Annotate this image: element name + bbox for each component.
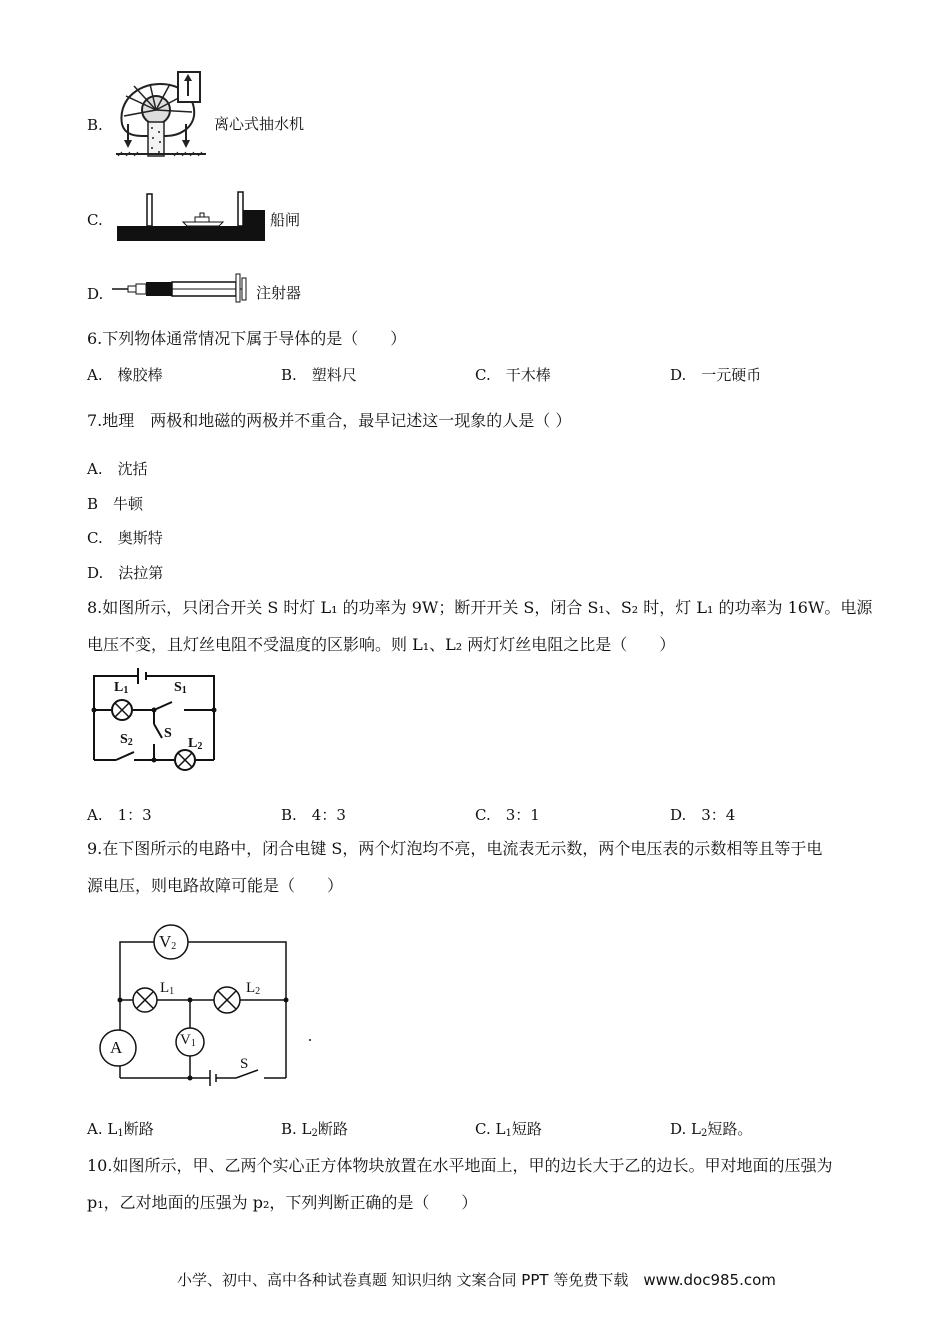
q9-label-v2: V (159, 932, 172, 951)
q8-stem-line1: 8.如图所示，只闭合开关 S 时灯 L₁ 的功率为 9W；断开开关 S，闭合 S₁、S₂ 时，灯 L₁ 的功率为 16W。电源 (87, 598, 873, 617)
centrifugal-pump-figure (116, 72, 206, 158)
q9-option-a-sub: 1 (117, 1128, 124, 1139)
q8-option-b: B. 4：3 (281, 806, 346, 824)
q6-stem: 6.下列物体通常情况下属于导体的是（ ） (87, 329, 407, 348)
q7-option-b: B 牛顿 (87, 495, 144, 513)
q9-label-s: S (240, 1056, 249, 1072)
q9-label-l2-sub: 2 (255, 986, 261, 997)
q7-option-d: D. 法拉第 (87, 564, 164, 582)
q8-label-s1-sub: 1 (181, 685, 187, 696)
q10-stem-line1: 10.如图所示，甲、乙两个实心正方体物块放置在水平地面上，甲的边长大于乙的边长。甲对地面的压强为 (87, 1156, 833, 1175)
q8-label-s: S (164, 726, 172, 741)
q9-label-v1-sub: 1 (190, 1038, 196, 1049)
q9-option-b-prefix: B. L (281, 1120, 312, 1138)
q9-option-d-prefix: D. L (670, 1120, 701, 1138)
q8-circuit-diagram (86, 662, 221, 772)
q9-option-b-sub: 2 (311, 1128, 318, 1139)
option-c-text: 船闸 (270, 211, 301, 229)
q8-label-s2: S (120, 732, 128, 747)
page-footer: 小学、初中、高中各种试卷真题 知识归纳 文案合同 PPT 等免费下载 www.doc985.com (177, 1271, 776, 1289)
q9-stem-line1: 9.在下图所示的电路中，闭合电键 S，两个灯泡均不亮，电流表无示数，两个电压表的示数相等且等于电 (87, 839, 823, 858)
q9-option-c-sub: 1 (505, 1128, 512, 1139)
q8-stem-line2: 电压不变，且灯丝电阻不受温度的区影响。则 L₁、L₂ 两灯灯丝电阻之比是（ ） (87, 635, 676, 654)
q9-option-a-suffix: 断路 (123, 1120, 154, 1138)
q8-option-a: A. 1：3 (87, 806, 152, 824)
q8-label-l1-sub: 1 (123, 685, 129, 696)
q8-option-c: C. 3：1 (475, 806, 540, 824)
q9-option-d-sub: 2 (701, 1128, 708, 1139)
q9-option-d (670, 1119, 752, 1144)
option-c-letter: C. (87, 211, 103, 229)
q9-label-v2-sub: 2 (171, 941, 177, 952)
q6-option-c: C. 干木棒 (475, 366, 551, 384)
q9-option-a (87, 1119, 154, 1144)
q9-option-b-suffix: 断路 (317, 1120, 348, 1138)
q7-option-a: A. 沈括 (87, 460, 148, 478)
q8-label-l2-sub: 2 (197, 741, 203, 752)
q8-label-s2-sub: 2 (127, 737, 133, 748)
q9-option-a-prefix: A. L (87, 1120, 118, 1138)
option-d-text: 注射器 (256, 284, 302, 302)
q8-option-d: D. 3：4 (670, 806, 736, 824)
q7-option-c: C. 奥斯特 (87, 529, 163, 547)
q9-option-c (475, 1119, 542, 1144)
q9-option-c-prefix: C. L (475, 1120, 506, 1138)
q9-option-d-suffix: 短路。 (707, 1120, 753, 1138)
q9-circuit-diagram (96, 920, 321, 1085)
q9-label-l2: L (246, 980, 256, 996)
q7-stem: 7.地理 两极和地磁的两极并不重合，最早记述这一现象的人是（ ） (87, 411, 572, 430)
option-d-letter: D. (87, 285, 104, 303)
q9-stem-line2: 源电压，则电路故障可能是（ ） (87, 876, 344, 895)
ship-lock-figure (117, 190, 267, 242)
q8-label-l2: L (188, 736, 198, 751)
option-b-letter: B. (87, 116, 103, 134)
q9-label-v1: V (180, 1032, 191, 1048)
q9-label-l1: L (160, 980, 170, 996)
q6-option-b: B. 塑料尺 (281, 366, 357, 384)
q9-option-c-suffix: 短路 (511, 1120, 542, 1138)
q9-option-b (281, 1119, 348, 1144)
option-b-text: 离心式抽水机 (214, 115, 305, 133)
q9-label-l1-sub: 1 (169, 986, 175, 997)
q8-label-l1: L (114, 680, 124, 695)
q6-option-a: A. 橡胶棒 (87, 366, 163, 384)
syringe-figure (112, 272, 252, 302)
q6-option-d: D. 一元硬币 (670, 366, 762, 384)
q8-label-s1: S (174, 680, 182, 695)
q10-stem-line2: p₁，乙对地面的压强为 p₂，下列判断正确的是（ ） (87, 1193, 478, 1212)
q9-label-a: A (110, 1038, 123, 1057)
